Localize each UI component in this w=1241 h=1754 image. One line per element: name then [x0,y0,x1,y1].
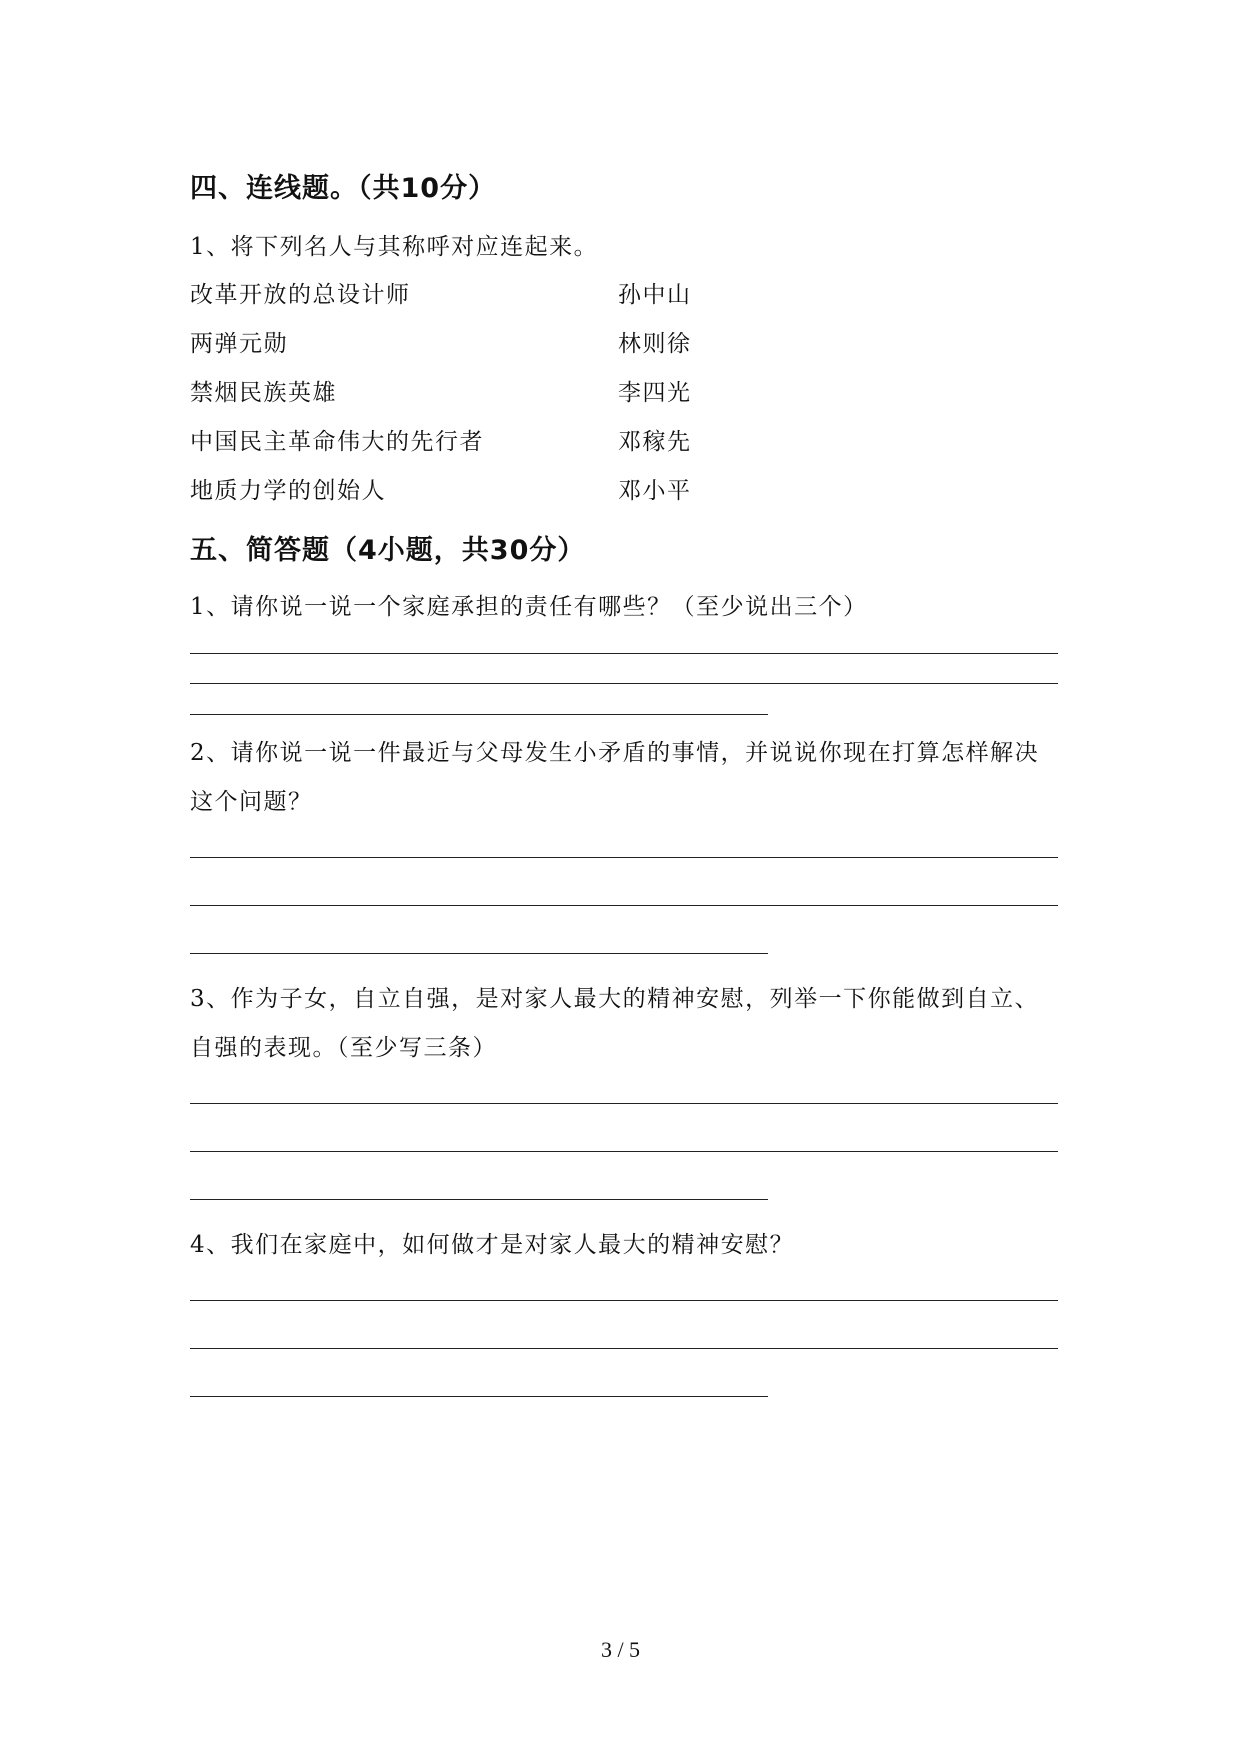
matching-right-item: 林则徐 [618,331,692,357]
question-3-line-2: 自强的表现。（至少写三条） [190,1035,497,1061]
question-2-line-1: 2、请你说一说一件最近与父母发生小矛盾的事情，并说说你现在打算怎样解决 [190,740,1040,766]
section-4-title: 四、连线题。（共10分） [190,173,497,204]
question-4: 4、我们在家庭中，如何做才是对家人最大的精神安慰？ [190,1232,795,1258]
matching-right-item: 邓小平 [618,478,692,504]
matching-left-item: 改革开放的总设计师 [190,282,411,308]
matching-left-item: 中国民主革命伟大的先行者 [190,429,484,455]
matching-right-item: 李四光 [618,380,692,406]
matching-left-item: 两弹元勋 [190,331,288,357]
answer-line[interactable] [190,953,768,954]
answer-line[interactable] [190,905,1058,906]
matching-right-item: 孙中山 [618,282,692,308]
answer-line[interactable] [190,1151,1058,1152]
answer-line[interactable] [190,653,1058,654]
answer-line[interactable] [190,1300,1058,1301]
answer-line[interactable] [190,1348,1058,1349]
question-1: 1、请你说一说一个家庭承担的责任有哪些？（至少说出三个） [190,594,868,620]
page-number: 3 / 5 [600,1637,641,1662]
answer-line[interactable] [190,683,1058,684]
question-3-line-1: 3、作为子女，自立自强，是对家人最大的精神安慰，列举一下你能做到自立、 [190,986,1040,1012]
question-2-line-2: 这个问题？ [190,789,313,815]
section-5-title: 五、简答题（4小题，共30分） [190,535,586,566]
matching-left-item: 禁烟民族英雄 [190,380,337,406]
answer-line[interactable] [190,1199,768,1200]
answer-line[interactable] [190,714,768,715]
answer-line[interactable] [190,1103,1058,1104]
answer-line[interactable] [190,857,1058,858]
matching-right-item: 邓稼先 [618,429,692,455]
matching-instruction: 1、将下列名人与其称呼对应连起来。 [190,234,599,260]
matching-left-item: 地质力学的创始人 [190,478,386,504]
answer-line[interactable] [190,1396,768,1397]
